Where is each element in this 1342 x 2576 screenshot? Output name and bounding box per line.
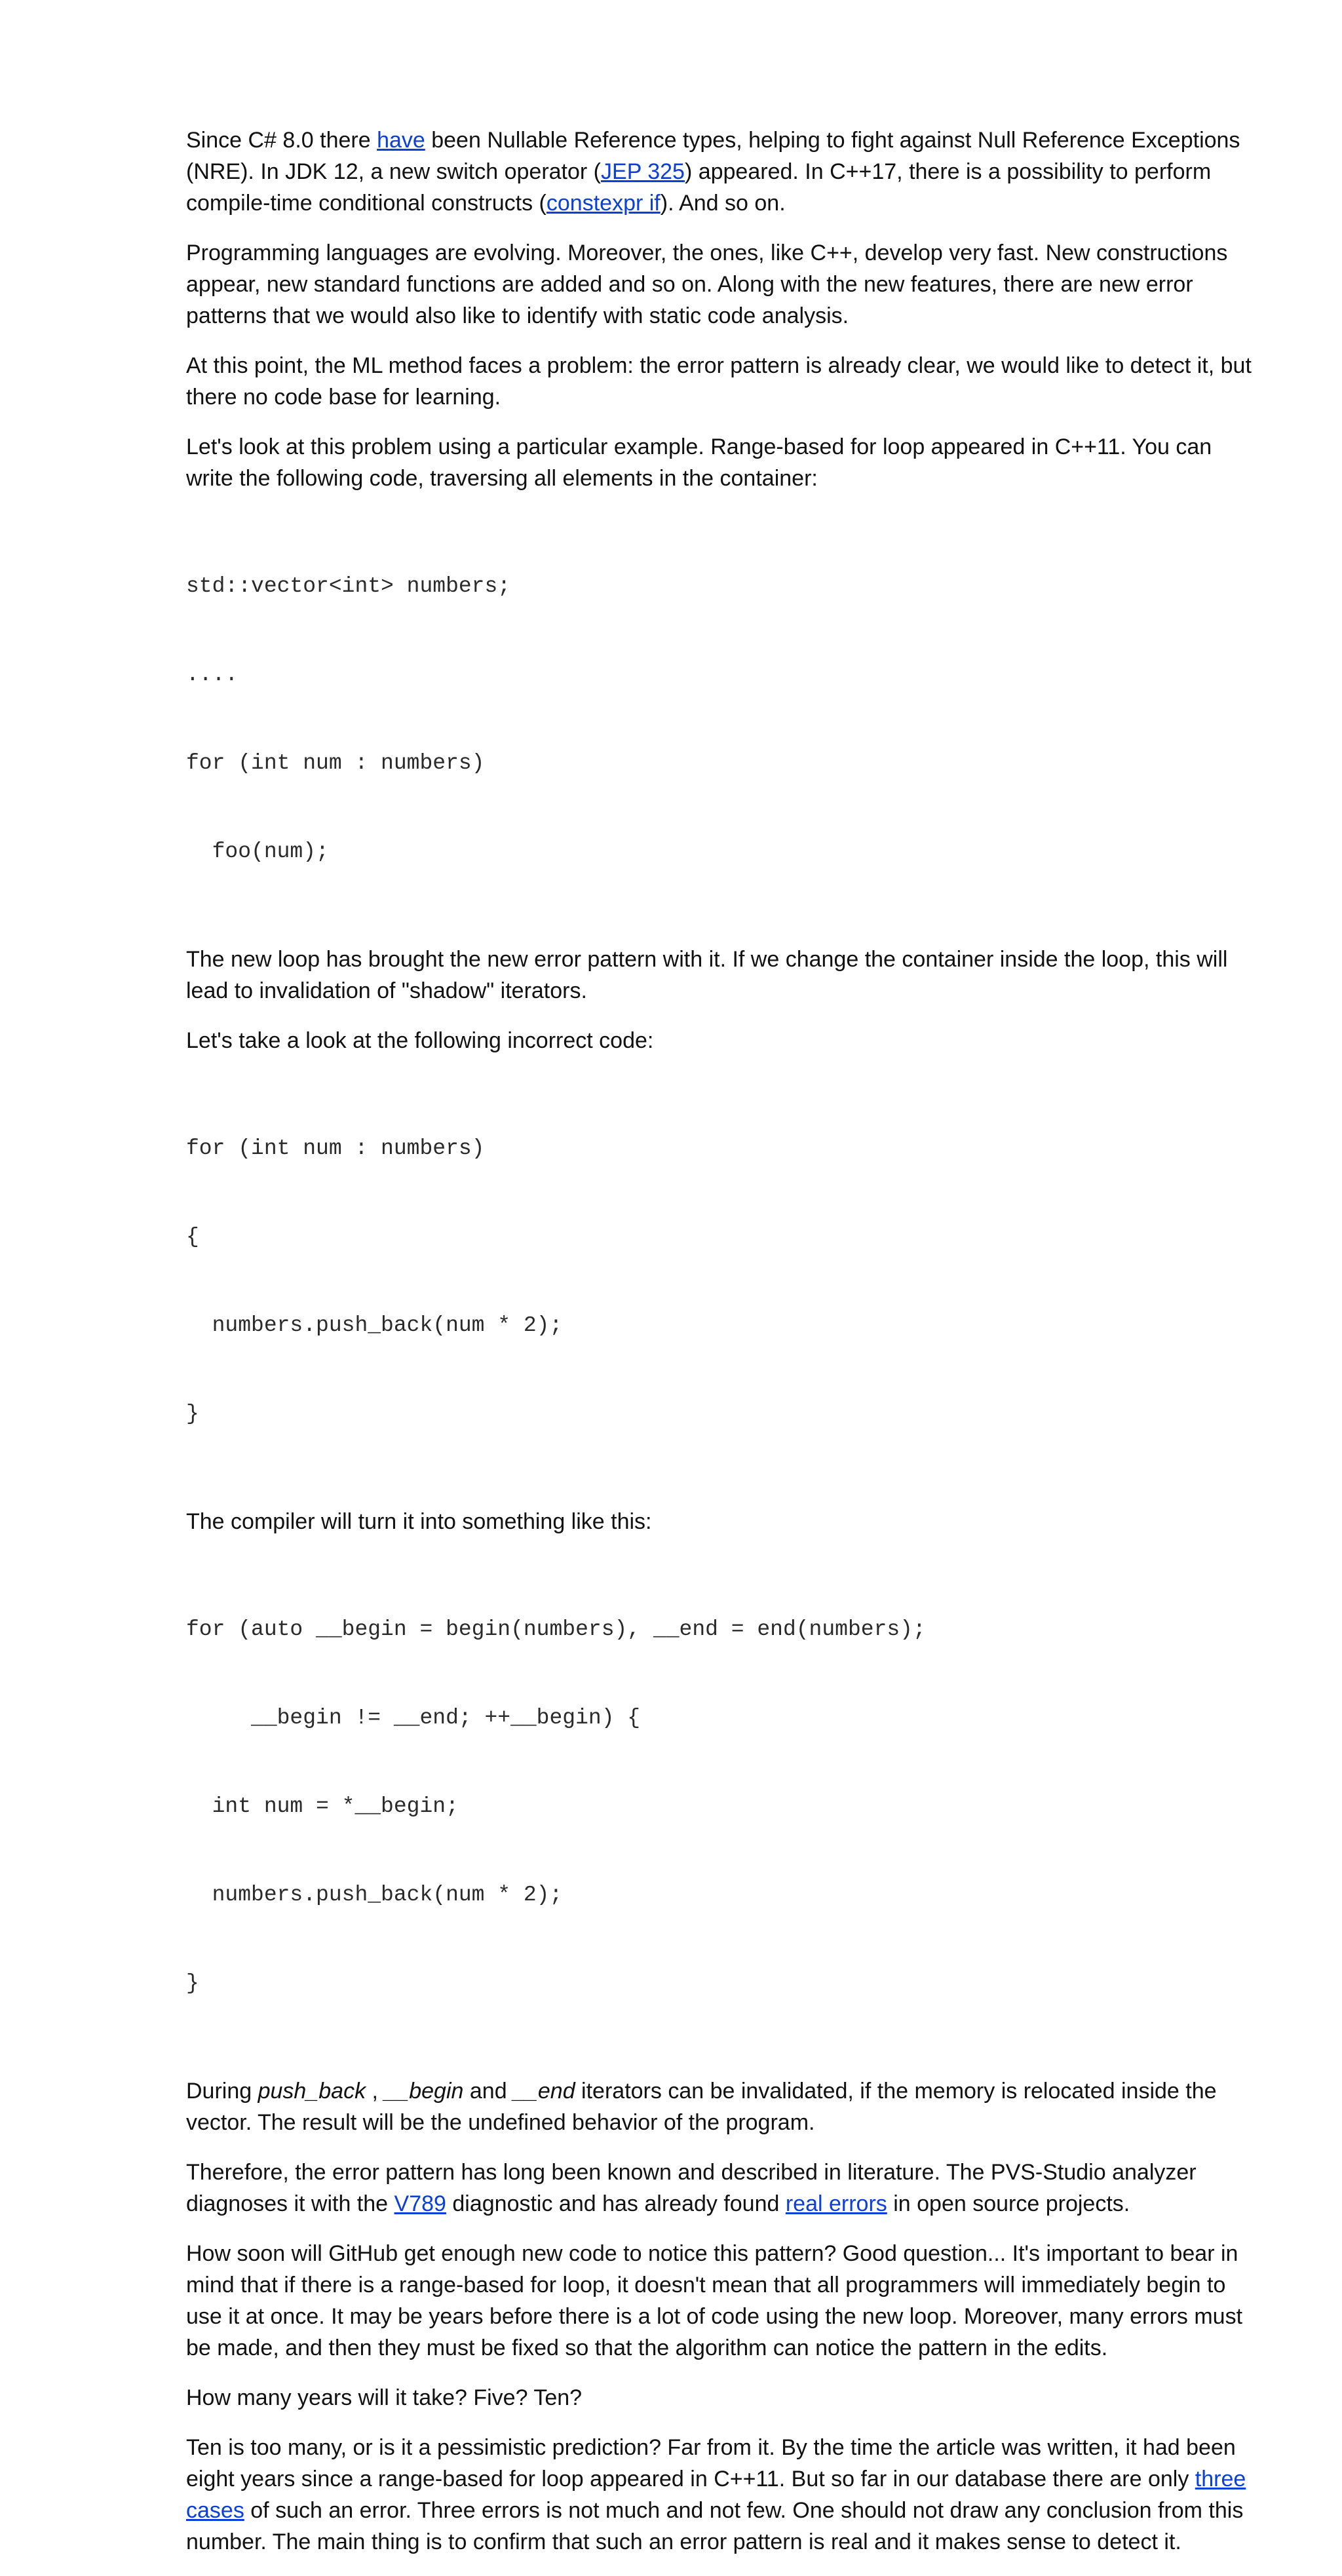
link-constexpr-if[interactable]: constexpr if bbox=[546, 191, 661, 216]
text-segment: During bbox=[186, 2079, 258, 2104]
code-line: } bbox=[186, 1971, 199, 1995]
text-segment: of such an error. Three errors is not much and not few. One should not draw any conclusion from this number. The main thing is to confirm that such an error pattern is real and it makes sense to detect it. bbox=[186, 2498, 1244, 2554]
paragraph-incorrect-code-intro: Let's take a look at the following incorrect code: bbox=[186, 1028, 654, 1053]
text-segment: , bbox=[366, 2079, 385, 2104]
code-block-range-for bbox=[186, 512, 1261, 925]
article-body bbox=[186, 125, 1261, 2576]
link-v789[interactable]: V789 bbox=[394, 2191, 446, 2216]
paragraph-compiler-transform: The compiler will turn it into something like this: bbox=[186, 1509, 652, 1534]
text-segment: iterators can be invalidated, if the memory is relocated inside the vector. The result will be the undefined behavior of the program. bbox=[186, 2079, 1217, 2135]
code-line: int num = *__begin; bbox=[186, 1794, 459, 1818]
paragraph-pvs-studio bbox=[186, 2157, 1261, 2220]
text-segment: diagnostic and has already found bbox=[446, 2191, 786, 2216]
emphasis-push-back: push_back bbox=[258, 2079, 366, 2104]
emphasis-end: __end bbox=[513, 2079, 575, 2104]
text-segment: in open source projects. bbox=[887, 2191, 1130, 2216]
emphasis-begin: __begin bbox=[384, 2079, 464, 2104]
code-line: for (auto __begin = begin(numbers), __end = end(numbers); bbox=[186, 1617, 926, 1642]
link-three-cases[interactable]: three cases bbox=[186, 2467, 1246, 2523]
link-have[interactable]: have bbox=[377, 128, 425, 153]
code-line: for (int num : numbers) bbox=[186, 1136, 485, 1161]
paragraph-intro bbox=[186, 125, 1261, 219]
link-real-errors[interactable]: real errors bbox=[785, 2191, 887, 2216]
code-block-incorrect bbox=[186, 1075, 1261, 1488]
text-segment: Therefore, the error pattern has long been known and described in literature. The PVS-Studio analyzer diagnoses it with the bbox=[186, 2160, 1197, 2216]
code-block-expanded bbox=[186, 1556, 1261, 2057]
paragraph-example-intro: Let's look at this problem using a particular example. Range-based for loop appeared in C++11. You can write the following code, traversing all elements in the container: bbox=[186, 434, 1212, 491]
text-segment: Ten is too many, or is it a pessimistic prediction? Far from it. By the time the article was written, it had been eight years since a range-based for loop appeared in C++11. But so far in our database there are only bbox=[186, 2435, 1236, 2491]
code-line: numbers.push_back(num * 2); bbox=[186, 1313, 563, 1337]
link-jep-325[interactable]: JEP 325 bbox=[601, 159, 685, 184]
paragraph-new-error-pattern: The new loop has brought the new error pattern with it. If we change the container inside the loop, this will lead to invalidation of "shadow" iterators. bbox=[186, 947, 1228, 1003]
paragraph-conclusion bbox=[186, 2432, 1261, 2558]
code-line: } bbox=[186, 1402, 199, 1426]
code-line: std::vector<int> numbers; bbox=[186, 574, 511, 598]
text-segment: Since C# 8.0 there bbox=[186, 128, 377, 153]
paragraph-github-question: How soon will GitHub get enough new code to notice this pattern? Good question... It's important to bear in mind that if there is a range-based for loop, it doesn't mean that all programmers will immediately begin to use it at once. It may be years before there is a lot of code using the new loop. Moreover, many errors must be made, and then they must be fixed so that the algorithm can notice the pattern in the edits. bbox=[186, 2241, 1243, 2360]
code-line: { bbox=[186, 1225, 199, 1249]
text-segment: ) appeared. In C++17, there is a possibility to perform compile-time conditional constructs ( bbox=[186, 159, 1212, 216]
code-line: for (int num : numbers) bbox=[186, 751, 485, 775]
paragraph-iterator-invalidation bbox=[186, 2075, 1261, 2138]
text-segment: been Nullable Reference types, helping to fight against Null Reference Exceptions (NRE). In JDK 12, a new switch operator ( bbox=[186, 128, 1240, 184]
code-line: __begin != __end; ++__begin) { bbox=[186, 1706, 641, 1730]
text-segment: ). And so on. bbox=[660, 191, 786, 216]
paragraph-how-many-years: How many years will it take? Five? Ten? bbox=[186, 2385, 583, 2410]
code-line: numbers.push_back(num * 2); bbox=[186, 1883, 563, 1907]
paragraph-languages-evolving: Programming languages are evolving. Moreover, the ones, like C++, develop very fast. New constructions appear, new standard functions are added and so on. Along with the new features, there are new error patterns that we would also like to identify with static code analysis. bbox=[186, 240, 1228, 328]
code-line: .... bbox=[186, 663, 239, 687]
code-line: foo(num); bbox=[186, 839, 329, 864]
paragraph-ml-problem: At this point, the ML method faces a problem: the error pattern is already clear, we would like to detect it, but there no code base for learning. bbox=[186, 353, 1252, 410]
text-segment: and bbox=[463, 2079, 514, 2104]
